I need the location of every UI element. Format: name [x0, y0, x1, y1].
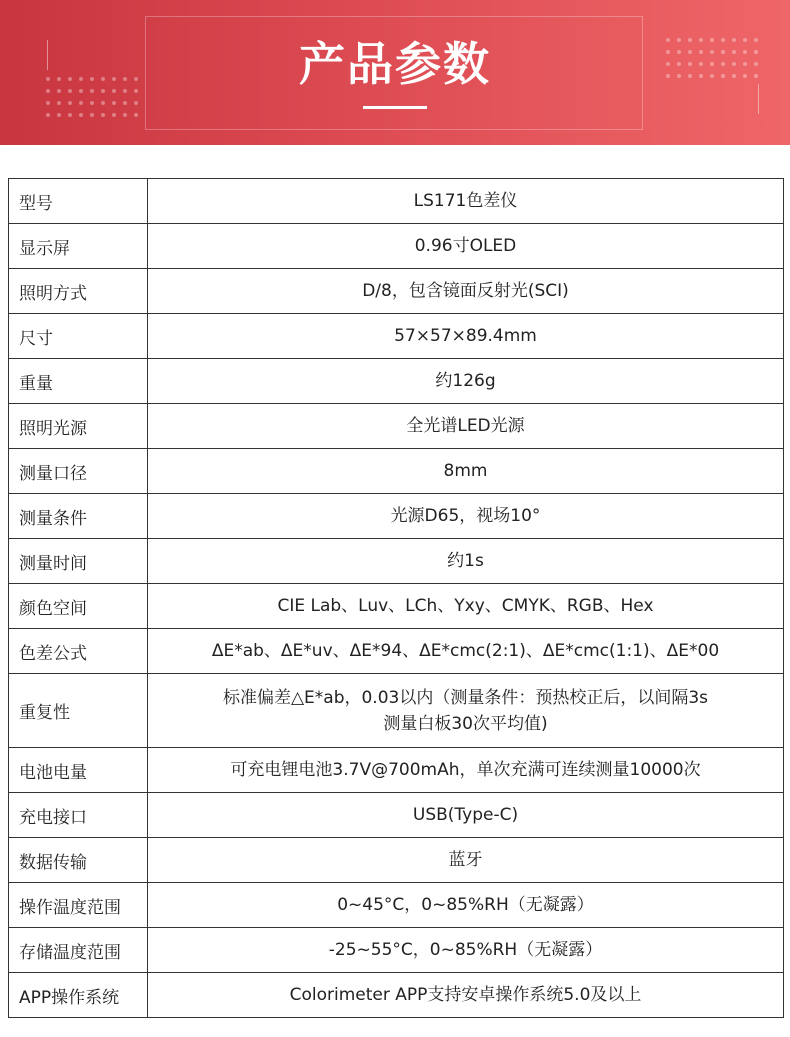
spec-label: 照明光源: [9, 404, 148, 449]
spec-label: 显示屏: [9, 224, 148, 269]
spec-value: 蓝牙: [148, 838, 784, 883]
dot-decoration: [46, 101, 50, 105]
spec-value: [148, 674, 784, 748]
dot-decoration: [79, 113, 83, 117]
spec-value: 57×57×89.4mm: [148, 314, 784, 359]
table-row: [9, 674, 784, 748]
dot-decoration: [134, 101, 138, 105]
spec-label: 电池电量: [9, 748, 148, 793]
dot-decoration: [123, 101, 127, 105]
dot-decoration: [68, 113, 72, 117]
spec-value-line: 标准偏差△E*ab，0.03以内（测量条件：预热校正后，以间隔3s: [222, 687, 709, 708]
spec-label: 型号: [9, 179, 148, 224]
dot-decoration: [101, 101, 105, 105]
spec-value: -25~55°C，0~85%RH（无凝露）: [148, 928, 784, 973]
dot-decoration: [57, 113, 61, 117]
table-row: [9, 793, 784, 838]
table-row: [9, 314, 784, 359]
spec-value: Colorimeter APP支持安卓操作系统5.0及以上: [148, 973, 784, 1018]
table-row: [9, 449, 784, 494]
spec-value: 0~45°C，0~85%RH（无凝露）: [148, 883, 784, 928]
table-row: [9, 539, 784, 584]
dot-decoration: [79, 101, 83, 105]
table-row: [9, 838, 784, 883]
spec-label: 重复性: [9, 674, 148, 748]
spec-value: D/8，包含镜面反射光(SCI): [148, 269, 784, 314]
spec-label: 照明方式: [9, 269, 148, 314]
table-row: [9, 359, 784, 404]
spec-label: 测量口径: [9, 449, 148, 494]
dot-decoration: [68, 101, 72, 105]
title-underline: [363, 106, 427, 109]
dot-decoration: [112, 113, 116, 117]
spec-value: 约1s: [148, 539, 784, 584]
table-row: [9, 179, 784, 224]
spec-value-line: 测量白板30次平均值): [383, 713, 548, 734]
spec-table: [8, 178, 784, 1018]
spec-label: 颜色空间: [9, 584, 148, 629]
spec-value: ΔE*ab、ΔE*uv、ΔE*94、ΔE*cmc(2:1)、ΔE*cmc(1:1)、ΔE*00: [148, 629, 784, 674]
spec-value: LS171色差仪: [148, 179, 784, 224]
table-row: [9, 748, 784, 793]
spec-label: 测量时间: [9, 539, 148, 584]
spec-value: 约126g: [148, 359, 784, 404]
dot-decoration: [57, 101, 61, 105]
dot-decoration: [90, 101, 94, 105]
spec-label: 重量: [9, 359, 148, 404]
header-banner: [0, 0, 790, 145]
spec-label: 充电接口: [9, 793, 148, 838]
dot-decoration: [112, 101, 116, 105]
dot-decoration: [134, 113, 138, 117]
dot-decoration: [90, 113, 94, 117]
table-row: [9, 269, 784, 314]
spec-label: 操作温度范围: [9, 883, 148, 928]
table-row: [9, 224, 784, 269]
spec-value: CIE Lab、Luv、LCh、Yxy、CMYK、RGB、Hex: [148, 584, 784, 629]
dot-decoration: [123, 113, 127, 117]
spec-label: 测量条件: [9, 494, 148, 539]
dot-decoration: [101, 113, 105, 117]
spec-label: APP操作系统: [9, 973, 148, 1018]
page-title: 产品参数: [299, 37, 491, 91]
spec-value: 光源D65，视场10°: [148, 494, 784, 539]
table-row: [9, 494, 784, 539]
spec-label: 存储温度范围: [9, 928, 148, 973]
spec-label: 尺寸: [9, 314, 148, 359]
table-row: [9, 973, 784, 1018]
table-row: [9, 584, 784, 629]
spec-value: 可充电锂电池3.7V@700mAh，单次充满可连续测量10000次: [148, 748, 784, 793]
spec-label: 数据传输: [9, 838, 148, 883]
spec-value: 8mm: [148, 449, 784, 494]
spec-value: 0.96寸OLED: [148, 224, 784, 269]
table-row: [9, 404, 784, 449]
spec-value: 全光谱LED光源: [148, 404, 784, 449]
spec-value: USB(Type-C): [148, 793, 784, 838]
spec-label: 色差公式: [9, 629, 148, 674]
table-row: [9, 883, 784, 928]
table-row: [9, 928, 784, 973]
dot-decoration: [46, 113, 50, 117]
table-row: [9, 629, 784, 674]
